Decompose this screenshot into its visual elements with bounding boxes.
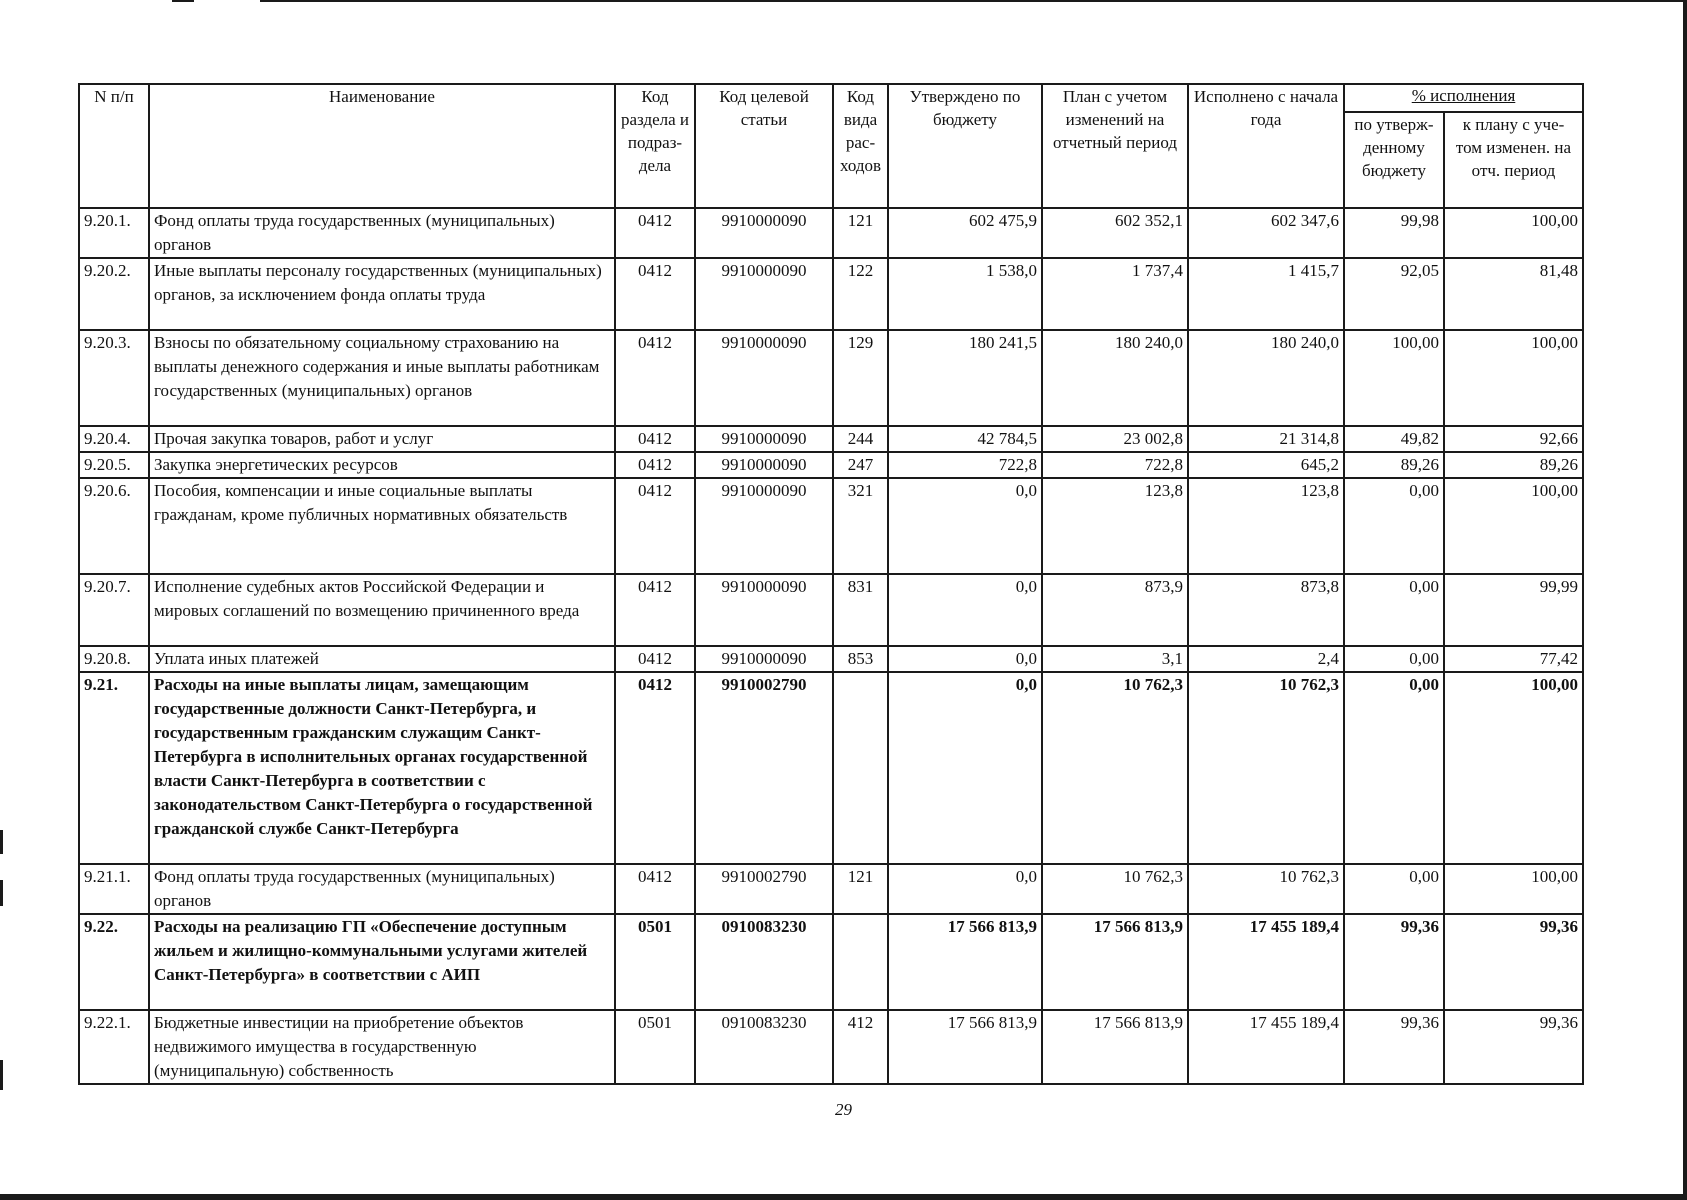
row-plan: 873,9 xyxy=(1042,574,1188,646)
row-plan: 722,8 xyxy=(1042,452,1188,478)
row-expense-code: 853 xyxy=(833,646,888,672)
row-approved: 602 475,9 xyxy=(888,208,1042,258)
row-plan: 23 002,8 xyxy=(1042,426,1188,452)
row-num: 9.20.8. xyxy=(79,646,149,672)
row-target-code: 9910000090 xyxy=(695,258,833,330)
row-name: Исполнение судебных актов Российской Федерации и мировых соглашений по возмещению причиненного вреда xyxy=(149,574,615,646)
row-name: Фонд оплаты труда государственных (муниципальных) органов xyxy=(149,864,615,914)
row-pct-plan: 99,36 xyxy=(1444,914,1583,1010)
row-pct-plan: 77,42 xyxy=(1444,646,1583,672)
row-executed: 1 415,7 xyxy=(1188,258,1344,330)
header-name: Наименование xyxy=(149,84,615,208)
row-num: 9.21.1. xyxy=(79,864,149,914)
row-executed: 873,8 xyxy=(1188,574,1344,646)
row-section-code: 0412 xyxy=(615,426,695,452)
row-approved: 0,0 xyxy=(888,646,1042,672)
row-section-code: 0412 xyxy=(615,646,695,672)
row-target-code: 9910000090 xyxy=(695,330,833,426)
row-num: 9.21. xyxy=(79,672,149,864)
row-section-code: 0412 xyxy=(615,258,695,330)
table-body xyxy=(79,208,1583,1084)
row-approved: 17 566 813,9 xyxy=(888,914,1042,1010)
row-pct-budget: 0,00 xyxy=(1344,672,1444,864)
row-name: Уплата иных платежей xyxy=(149,646,615,672)
row-name: Расходы на иные выплаты лицам, замещающим государственные должности Санкт-Петербурга, и государственным гражданским служащим Санкт-Петербурга в исполнительных органах государственной власти Санкт-Петербурга в соответствии с законодательством Санкт-Петербурга о государственной гражданской службе Санкт-Петербурга xyxy=(149,672,615,864)
row-num: 9.22.1. xyxy=(79,1010,149,1084)
row-plan: 17 566 813,9 xyxy=(1042,1010,1188,1084)
table-row xyxy=(79,914,1583,1010)
row-pct-plan: 100,00 xyxy=(1444,672,1583,864)
row-plan: 10 762,3 xyxy=(1042,864,1188,914)
row-plan: 3,1 xyxy=(1042,646,1188,672)
row-pct-budget: 0,00 xyxy=(1344,864,1444,914)
row-target-code: 0910083230 xyxy=(695,914,833,1010)
header-pct-plan: к плану с уче- том изменен. на отч. период xyxy=(1444,112,1583,208)
row-name: Взносы по обязательному социальному страхованию на выплаты денежного содержания и иные выплаты работникам государственных (муниципальных) органов xyxy=(149,330,615,426)
row-pct-budget: 92,05 xyxy=(1344,258,1444,330)
row-name: Бюджетные инвестиции на приобретение объектов недвижимого имущества в государственную (муниципальную) собственность xyxy=(149,1010,615,1084)
table-row xyxy=(79,864,1583,914)
row-num: 9.20.4. xyxy=(79,426,149,452)
row-expense-code: 121 xyxy=(833,208,888,258)
row-target-code: 9910000090 xyxy=(695,452,833,478)
page-number: 29 xyxy=(835,1100,852,1119)
row-target-code: 9910002790 xyxy=(695,864,833,914)
row-pct-budget: 99,36 xyxy=(1344,1010,1444,1084)
row-pct-plan: 92,66 xyxy=(1444,426,1583,452)
row-executed: 645,2 xyxy=(1188,452,1344,478)
scan-edge-right xyxy=(1683,0,1687,1200)
table-row xyxy=(79,330,1583,426)
row-section-code: 0412 xyxy=(615,208,695,258)
row-executed: 17 455 189,4 xyxy=(1188,914,1344,1010)
table-row xyxy=(79,426,1583,452)
row-executed: 10 762,3 xyxy=(1188,864,1344,914)
table-row xyxy=(79,258,1583,330)
row-pct-plan: 89,26 xyxy=(1444,452,1583,478)
header-section-code: Код раздела и подраз- дела xyxy=(615,84,695,208)
header-pct-title: % исполнения xyxy=(1411,86,1516,105)
row-pct-budget: 49,82 xyxy=(1344,426,1444,452)
row-name: Закупка энергетических ресурсов xyxy=(149,452,615,478)
table-row xyxy=(79,478,1583,574)
row-num: 9.20.1. xyxy=(79,208,149,258)
row-approved: 42 784,5 xyxy=(888,426,1042,452)
row-approved: 0,0 xyxy=(888,864,1042,914)
header-pct-budget: по утверж- денному бюджету xyxy=(1344,112,1444,208)
scan-edge-bottom xyxy=(0,1194,1687,1200)
row-expense-code: 121 xyxy=(833,864,888,914)
row-plan: 1 737,4 xyxy=(1042,258,1188,330)
row-num: 9.20.7. xyxy=(79,574,149,646)
row-section-code: 0501 xyxy=(615,914,695,1010)
row-num: 9.22. xyxy=(79,914,149,1010)
row-pct-plan: 99,36 xyxy=(1444,1010,1583,1084)
row-approved: 1 538,0 xyxy=(888,258,1042,330)
row-expense-code: 122 xyxy=(833,258,888,330)
row-section-code: 0412 xyxy=(615,478,695,574)
row-pct-plan: 99,99 xyxy=(1444,574,1583,646)
row-expense-code: 831 xyxy=(833,574,888,646)
row-executed: 17 455 189,4 xyxy=(1188,1010,1344,1084)
scan-edge-mark xyxy=(172,0,194,2)
row-expense-code: 244 xyxy=(833,426,888,452)
header-expense-code: Код вида рас- ходов xyxy=(833,84,888,208)
budget-table xyxy=(78,83,1584,1085)
row-pct-budget: 100,00 xyxy=(1344,330,1444,426)
row-pct-budget: 99,98 xyxy=(1344,208,1444,258)
row-expense-code: 412 xyxy=(833,1010,888,1084)
table-row xyxy=(79,646,1583,672)
header-plan: План с учетом изменений на отчетный период xyxy=(1042,84,1188,208)
row-section-code: 0412 xyxy=(615,452,695,478)
row-section-code: 0412 xyxy=(615,672,695,864)
header-num: N п/п xyxy=(79,84,149,208)
table-row xyxy=(79,208,1583,258)
row-target-code: 9910000090 xyxy=(695,208,833,258)
row-expense-code: 129 xyxy=(833,330,888,426)
row-name: Прочая закупка товаров, работ и услуг xyxy=(149,426,615,452)
table-row xyxy=(79,574,1583,646)
row-name: Фонд оплаты труда государственных (муниципальных) органов xyxy=(149,208,615,258)
row-num: 9.20.2. xyxy=(79,258,149,330)
row-target-code: 9910000090 xyxy=(695,646,833,672)
row-pct-budget: 89,26 xyxy=(1344,452,1444,478)
row-section-code: 0412 xyxy=(615,574,695,646)
row-expense-code xyxy=(833,672,888,864)
header-approved: Утверждено по бюджету xyxy=(888,84,1042,208)
row-target-code: 0910083230 xyxy=(695,1010,833,1084)
row-name: Иные выплаты персоналу государственных (муниципальных) органов, за исключением фонда оплаты труда xyxy=(149,258,615,330)
row-approved: 0,0 xyxy=(888,478,1042,574)
row-plan: 602 352,1 xyxy=(1042,208,1188,258)
row-num: 9.20.3. xyxy=(79,330,149,426)
row-name: Пособия, компенсации и иные социальные выплаты гражданам, кроме публичных нормативных обязательств xyxy=(149,478,615,574)
row-plan: 10 762,3 xyxy=(1042,672,1188,864)
row-executed: 2,4 xyxy=(1188,646,1344,672)
row-pct-budget: 0,00 xyxy=(1344,574,1444,646)
row-executed: 10 762,3 xyxy=(1188,672,1344,864)
row-pct-budget: 0,00 xyxy=(1344,478,1444,574)
row-section-code: 0412 xyxy=(615,330,695,426)
row-pct-plan: 100,00 xyxy=(1444,478,1583,574)
header-row xyxy=(79,84,1583,112)
row-num: 9.20.5. xyxy=(79,452,149,478)
row-pct-plan: 81,48 xyxy=(1444,258,1583,330)
row-pct-plan: 100,00 xyxy=(1444,208,1583,258)
row-executed: 123,8 xyxy=(1188,478,1344,574)
row-target-code: 9910002790 xyxy=(695,672,833,864)
row-plan: 17 566 813,9 xyxy=(1042,914,1188,1010)
row-pct-plan: 100,00 xyxy=(1444,864,1583,914)
row-expense-code xyxy=(833,914,888,1010)
scan-edge-top xyxy=(260,0,1687,2)
row-expense-code: 247 xyxy=(833,452,888,478)
row-name: Расходы на реализацию ГП «Обеспечение доступным жильем и жилищно-коммунальными услугами жителей Санкт-Петербурга» в соответствии с АИП xyxy=(149,914,615,1010)
row-approved: 722,8 xyxy=(888,452,1042,478)
row-pct-budget: 0,00 xyxy=(1344,646,1444,672)
row-target-code: 9910000090 xyxy=(695,426,833,452)
row-num: 9.20.6. xyxy=(79,478,149,574)
row-pct-plan: 100,00 xyxy=(1444,330,1583,426)
row-approved: 180 241,5 xyxy=(888,330,1042,426)
row-section-code: 0412 xyxy=(615,864,695,914)
row-approved: 0,0 xyxy=(888,574,1042,646)
scan-edge-mark xyxy=(0,1060,3,1090)
row-executed: 180 240,0 xyxy=(1188,330,1344,426)
table-row xyxy=(79,1010,1583,1084)
header-pct-group xyxy=(1344,84,1583,112)
scan-edge-mark xyxy=(0,830,3,854)
row-target-code: 9910000090 xyxy=(695,478,833,574)
header-executed: Исполнено с начала года xyxy=(1188,84,1344,208)
row-approved: 0,0 xyxy=(888,672,1042,864)
row-section-code: 0501 xyxy=(615,1010,695,1084)
header-target-code: Код целевой статьи xyxy=(695,84,833,208)
row-expense-code: 321 xyxy=(833,478,888,574)
table-row xyxy=(79,452,1583,478)
row-executed: 21 314,8 xyxy=(1188,426,1344,452)
row-approved: 17 566 813,9 xyxy=(888,1010,1042,1084)
row-executed: 602 347,6 xyxy=(1188,208,1344,258)
table-row xyxy=(79,672,1583,864)
row-pct-budget: 99,36 xyxy=(1344,914,1444,1010)
row-target-code: 9910000090 xyxy=(695,574,833,646)
row-plan: 180 240,0 xyxy=(1042,330,1188,426)
scan-edge-mark xyxy=(0,880,3,906)
row-plan: 123,8 xyxy=(1042,478,1188,574)
